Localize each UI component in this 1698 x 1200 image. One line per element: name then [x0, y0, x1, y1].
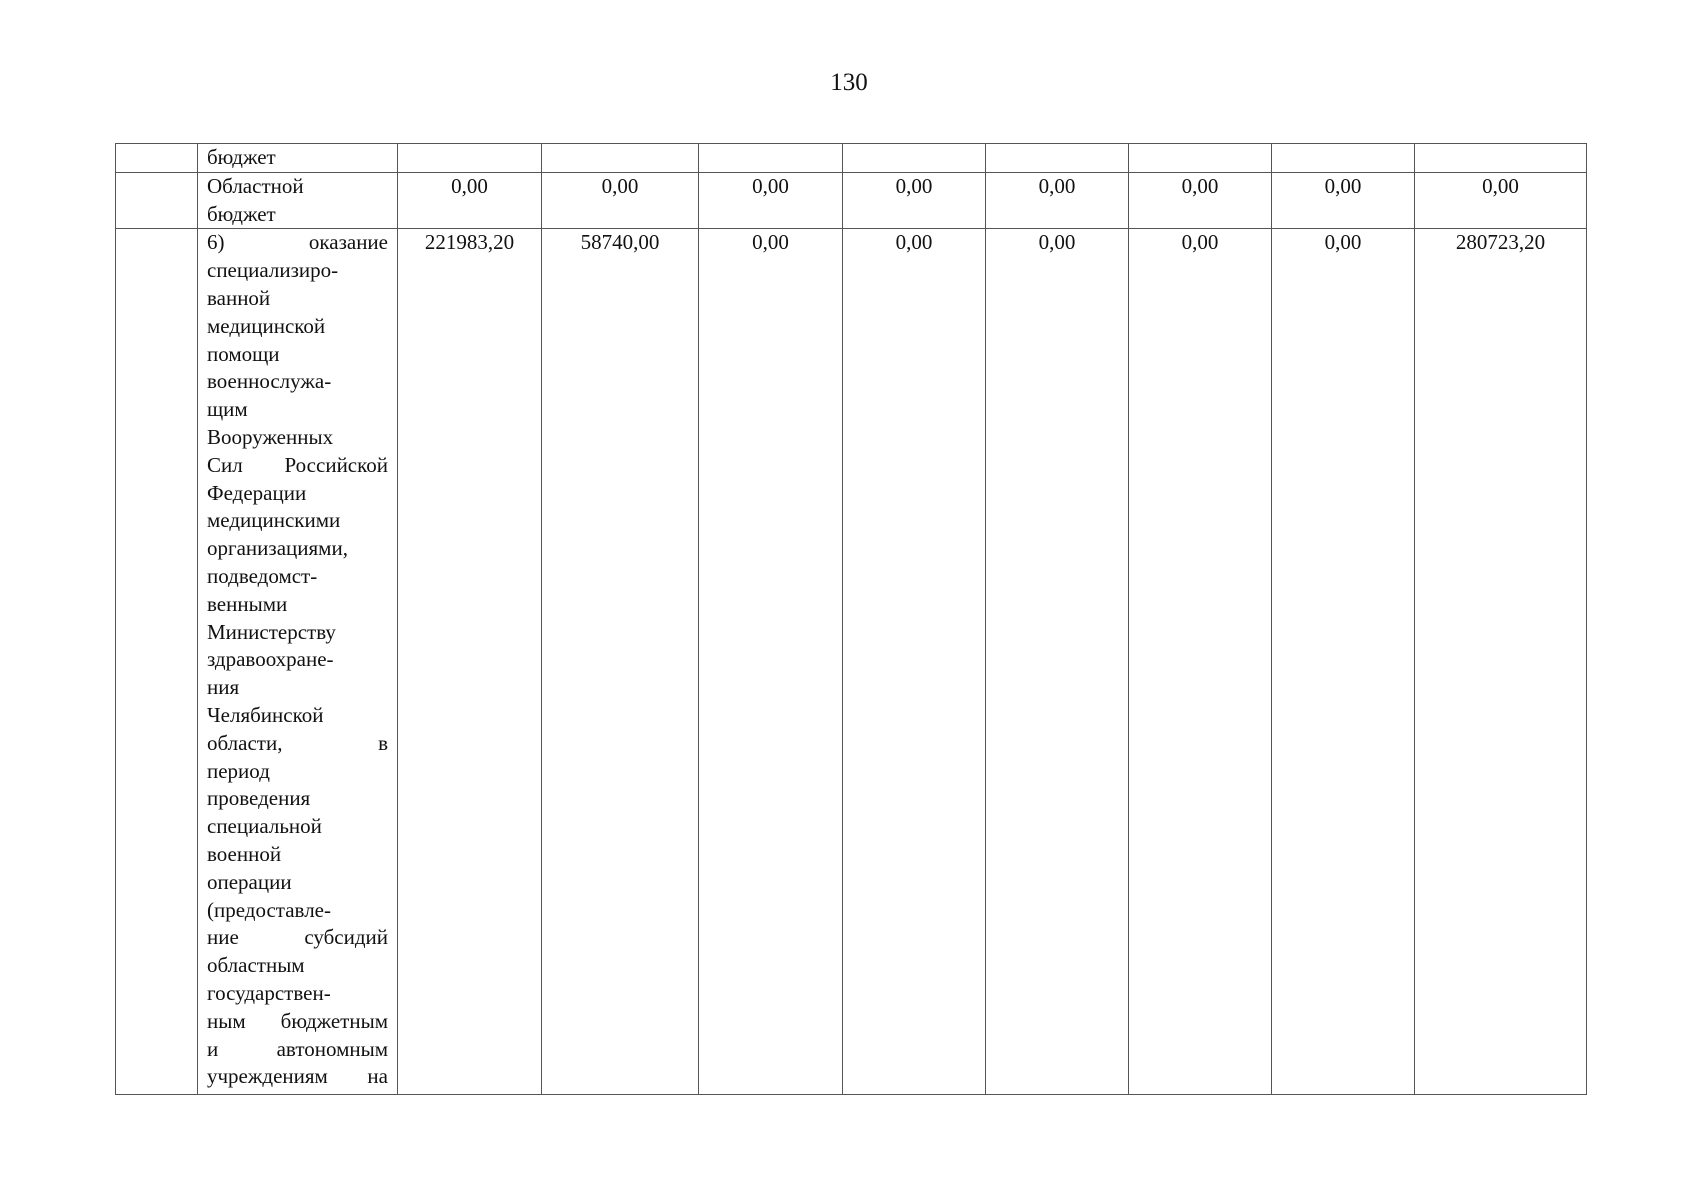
- row-label-line: подведомст-: [207, 563, 318, 588]
- row-label-line: Челябинской: [207, 702, 324, 727]
- value-cell: 0,00: [986, 172, 1129, 229]
- row-label-line: ния: [207, 675, 240, 700]
- value-cell: 0,00: [843, 229, 986, 1095]
- value-cell: 0,00: [1129, 229, 1272, 1095]
- row-label-line: щим: [207, 397, 248, 422]
- value-cell: [542, 144, 699, 173]
- row-label-line: Федерации: [207, 480, 307, 505]
- value-cell: 58740,00: [542, 229, 699, 1095]
- row-number-cell: [116, 172, 198, 229]
- row-label-cell: [198, 229, 398, 1095]
- value-cell: [986, 144, 1129, 173]
- table-row: [116, 144, 1587, 173]
- row-number-cell: [116, 229, 198, 1095]
- page-number: 130: [830, 69, 868, 96]
- row-label-line: организациями,: [207, 536, 348, 561]
- row-label-line: учреждениям на: [207, 1064, 388, 1089]
- table-row: [116, 229, 1587, 1095]
- row-label-line: здравоохране-: [207, 647, 334, 672]
- value-cell: 0,00: [699, 229, 843, 1095]
- value-cell: 0,00: [986, 229, 1129, 1095]
- value-cell: [1129, 144, 1272, 173]
- row-label-line: операции: [207, 869, 292, 894]
- row-label-line: (предоставле-: [207, 897, 331, 922]
- row-label-line: 6) оказание: [207, 230, 388, 255]
- row-label-line: государствен-: [207, 980, 331, 1005]
- value-cell: 0,00: [843, 172, 986, 229]
- row-label-line: Сил Российской: [207, 452, 388, 477]
- row-number-cell: [116, 144, 198, 173]
- value-cell: [398, 144, 542, 173]
- row-label-line: венными: [207, 591, 288, 616]
- value-cell: 0,00: [699, 172, 843, 229]
- row-label-line: бюджет: [207, 145, 276, 169]
- row-label-line: военнослужа-: [207, 369, 332, 394]
- value-cell: 0,00: [542, 172, 699, 229]
- row-label-line: специализиро-: [207, 258, 339, 283]
- value-cell: 0,00: [1272, 172, 1415, 229]
- row-label-line: проведения: [207, 786, 311, 811]
- row-label-cell: [198, 144, 398, 173]
- value-cell: [1415, 144, 1587, 173]
- row-label-line: и автономным: [207, 1036, 388, 1061]
- value-cell: 0,00: [398, 172, 542, 229]
- row-label-line: специальной: [207, 814, 322, 839]
- row-label-line: областным: [207, 953, 305, 978]
- value-cell: 280723,20: [1415, 229, 1587, 1095]
- value-cell: 0,00: [1415, 172, 1587, 229]
- row-label-line: ние субсидий: [207, 925, 388, 950]
- row-label-line: области, в: [207, 730, 388, 755]
- value-cell: [699, 144, 843, 173]
- row-label-line: Областной: [207, 173, 304, 198]
- value-cell: 221983,20: [398, 229, 542, 1095]
- row-label-line: Вооруженных: [207, 424, 334, 449]
- row-label-line: ным бюджетным: [207, 1008, 388, 1033]
- row-label-line: Министерству: [207, 619, 336, 644]
- row-label-line: ванной: [207, 285, 271, 310]
- row-label-cell: [198, 172, 398, 229]
- row-label-line: медицинской: [207, 313, 326, 338]
- row-label-line: период: [207, 758, 270, 783]
- value-cell: [843, 144, 986, 173]
- budget-table: [115, 143, 1587, 1095]
- table-row: [116, 172, 1587, 229]
- value-cell: 0,00: [1272, 229, 1415, 1095]
- value-cell: 0,00: [1129, 172, 1272, 229]
- row-label-line: медицинскими: [207, 508, 341, 533]
- row-label-line: военной: [207, 841, 282, 866]
- row-label-line: бюджет: [207, 201, 276, 226]
- value-cell: [1272, 144, 1415, 173]
- table-body: [116, 144, 1587, 1095]
- row-label-line: помощи: [207, 341, 280, 366]
